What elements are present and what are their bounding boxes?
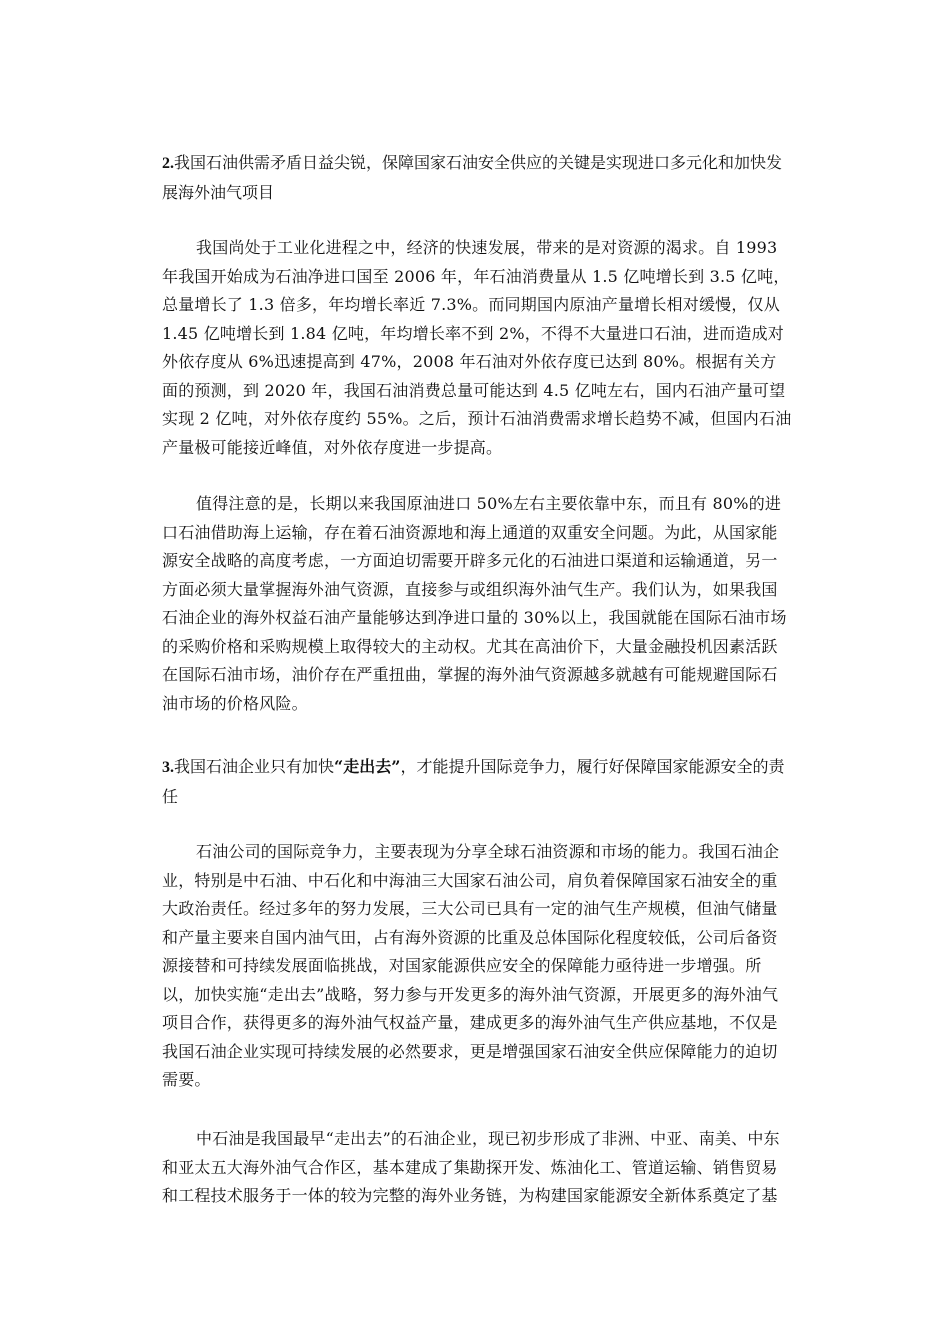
section-2-title: 我国石油供需矛盾日益尖锐，保障国家石油安全供应的关键是实现进口多元化和加快发展海外油气项目 bbox=[162, 153, 783, 202]
section-3-heading bbox=[162, 752, 792, 811]
section-3-number: 3. bbox=[162, 759, 174, 776]
section-3-title-part1: 我国石油企业只有加快 bbox=[174, 757, 335, 776]
section-2-heading bbox=[162, 148, 792, 207]
paragraph-oil-consumption: 我国尚处于工业化进程之中，经济的快速发展，带来的是对资源的渴求。自 1993 年我国开始成为石油净进口国至 2006 年，年石油消费量从 1.5 亿吨增长到 3.5 亿吨，总量增长了 1.3 倍多，年均增长率近 7.3%。而同期国内原油产量增长相对缓慢，仅从 1.45 亿吨增长到 1.84 亿吨，年均增长率不到 2%，不得不大量进口石油，进而造成对外依存度从 6%迅速提高到 47%，2008 年石油对外依存度已达到 80%。根据有关方面的预测，到 2020 年，我国石油消费总量可能达到 4.5 亿吨左右，国内石油产量可望实现 2 亿吨，对外依存度约 55%。之后，预计石油消费需求增长趋势不减，但国内石油产量极可能接近峰值，对外依存度进一步提高。 bbox=[162, 238, 792, 457]
paragraph-competitiveness: 石油公司的国际竞争力，主要表现为分享全球石油资源和市场的能力。我国石油企业，特别是中石油、中石化和中海油三大国家石油公司，肩负着保障国家石油安全的重大政治责任。经过多年的努力发展，三大公司已具有一定的油气生产规模，但油气储量和产量主要来自国内油气田，占有海外资源的比重及总体国际化程度较低，公司后备资源接替和可持续发展面临挑战，对国家能源供应安全的保障能力亟待进一步增强。所以，加快实施“走出去”战略，努力参与开发更多的海外油气资源，开展更多的海外油气项目合作，获得更多的海外油气权益产量，建成更多的海外油气生产供应基地，不仅是我国石油企业实现可持续发展的必然要求，更是增强国家石油安全供应保障能力的迫切需要。 bbox=[162, 842, 780, 1089]
section-2-number: 2. bbox=[162, 155, 174, 172]
section-3-title-quote: “走出去” bbox=[334, 757, 401, 776]
section-3-title-part2: ，才能提升国际竞争力，履行好保障国家能源安全的责任 bbox=[162, 757, 785, 806]
paragraph-import-security: 值得注意的是，长期以来我国原油进口 50%左右主要依靠中东，而且有 80%的进口石油借助海上运输，存在着石油资源地和海上通道的双重安全问题。为此，从国家能源安全战略的高度考虑，一方面迫切需要开辟多元化的石油进口渠道和运输通道，另一方面必须大量掌握海外油气资源，直接参与或组织海外油气生产。我们认为，如果我国石油企业的海外权益石油产量能够达到净进口量的 30%以上，我国就能在国际石油市场的采购价格和采购规模上取得较大的主动权。尤其在高油价下，大量金融投机因素活跃在国际石油市场，油价存在严重扭曲，掌握的海外油气资源越多就越有可能规避国际石油市场的价格风险。 bbox=[162, 494, 787, 713]
paragraph-cnpc: 中石油是我国最早“走出去”的石油企业，现已初步形成了非洲、中亚、南美、中东和亚太五大海外油气合作区，基本建成了集勘探开发、炼油化工、管道运输、销售贸易和工程技术服务于一体的较为完整的海外业务链，为构建国家能源安全新体系奠定了基 bbox=[162, 1129, 780, 1205]
